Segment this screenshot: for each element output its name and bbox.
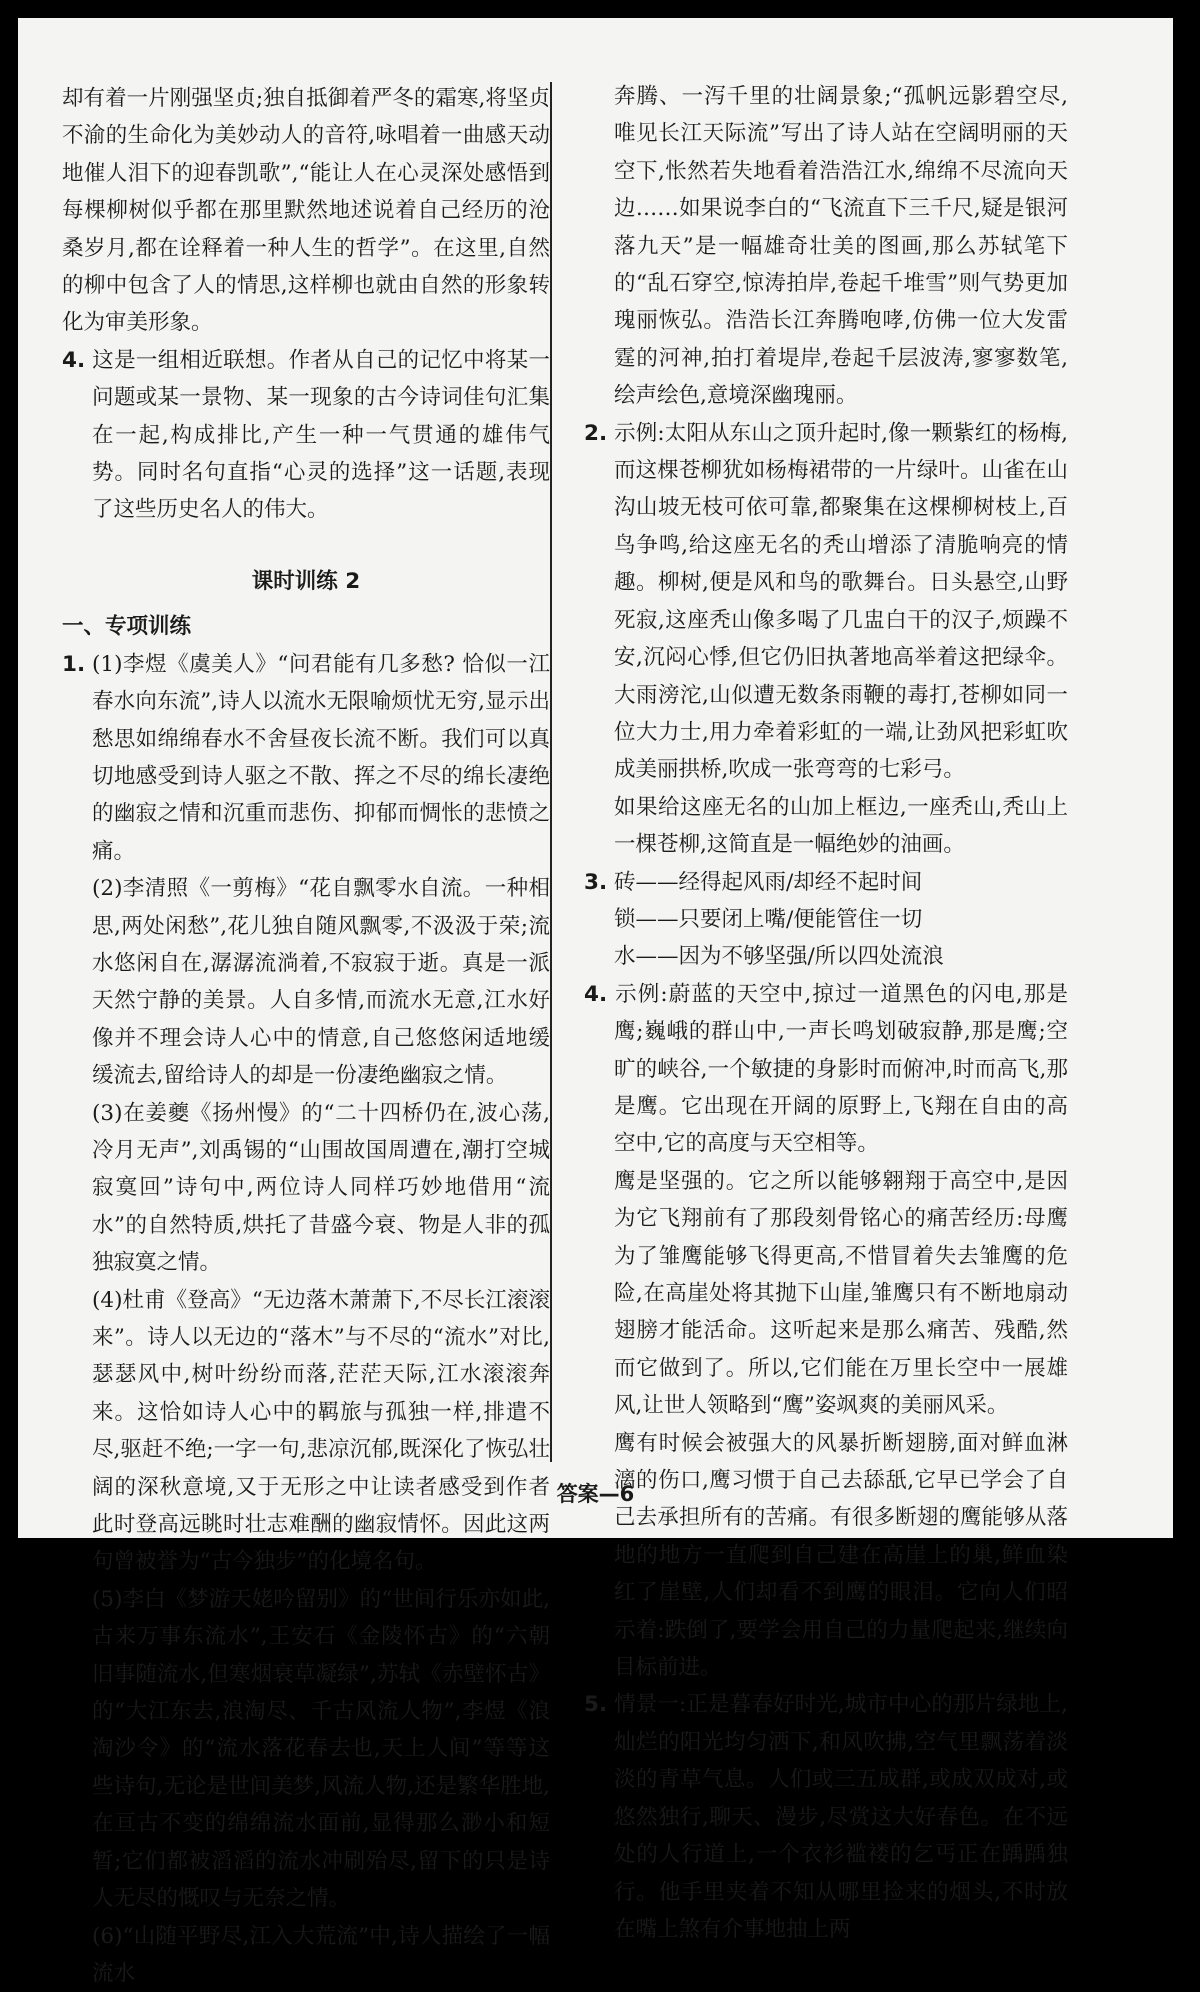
item-text: 这是一组相近联想。作者从自己的记忆中将某一问题或某一景物、某一现象的古今诗词佳句汇集在一起,构成排比,产生一种一气贯通的雄伟气势。同时名句直指“心灵的选择”这一话题,表现了这些历史名人的伟大。 xyxy=(92,348,550,523)
answer-item-3 xyxy=(584,864,1068,901)
item-text: 示例:太阳从东山之顶升起时,像一颗紫红的杨梅,而这棵苍柳犹如杨梅裙带的一片绿叶。山雀在山沟山坡无枝可依可靠,都聚集在这棵柳树枝上,百鸟争鸣,给这座无名的秃山增添了清脆响亮的情趣。柳树,便是风和鸟的歌舞台。日头悬空,山野死寂,这座秃山像多喝了几盅白干的汉子,烦躁不安,沉闷心悸,但它仍旧执著地高举着这把绿伞。大雨滂沱,山似遭无数条雨鞭的毒打,苍柳如同一位大力士,用力牵着彩虹的一端,让劲风把彩虹吹成美丽拱桥,吹成一张弯弯的七彩弓。 xyxy=(614,421,1068,783)
column-divider xyxy=(550,82,552,1462)
answer-page xyxy=(18,18,1173,1538)
section-heading: 一、专项训练 xyxy=(62,608,550,645)
continued-paragraph: 奔腾、一泻千里的壮阔景象;“孤帆远影碧空尽,唯见长江天际流”写出了诗人站在空阔明丽的天空下,怅然若失地看着浩浩江水,绵绵不尽流向天边……如果说李白的“飞流直下三千尺,疑是银河落九天”是一幅雄奇壮美的图画,那么苏轼笔下的“乱石穿空,惊涛拍岸,卷起千堆雪”则气势更加瑰丽恢弘。浩浩长江奔腾咆哮,仿佛一位大发雷霆的河神,拍打着堤岸,卷起千层波涛,寥寥数笔,绘声绘色,意境深幽瑰丽。 xyxy=(584,78,1068,415)
item-4-paragraph-c: 鹰有时候会被强大的风暴折断翅膀,面对鲜血淋漓的伤口,鹰习惯于自己去舔舐,它早已学会了自己去承担所有的苦痛。有很多断翅的鹰能够从落地的地方一直爬到自己建在高崖上的巢,鲜血染红了崖壁,人们却看不到鹰的眼泪。它向人们昭示着:跌倒了,要学会用自己的力量爬起来,继续向目标前进。 xyxy=(584,1425,1068,1687)
item-text: 情景一:正是暮春好时光,城市中心的那片绿地上,灿烂的阳光均匀洒下,和风吹拂,空气里飘荡着淡淡的青草气息。人们或三五成群,或成双成对,或悠然独行,聊天、漫步,尽赏这大好春色。在不远处的人行道上,一个衣衫褴褛的乞丐正在踽踽独行。他手里夹着不知从哪里捡来的烟头,不时放在嘴上煞有介事地抽上两 xyxy=(614,1692,1068,1941)
sub-answer-5: (5)李白《梦游天姥吟留别》的“世间行乐亦如此,古来万事东流水”,王安石《金陵怀古》的“六朝旧事随流水,但寒烟衰草凝绿”,苏轼《赤壁怀古》的“大江东去,浪淘尽、千古风流人物”,李煜《浪淘沙令》的“流水落花春去也,天上人间”等等这些诗句,无论是世间美梦,风流人物,还是繁华胜地,在亘古不变的绵绵流水面前,显得那么渺小和短暂;它们都被滔滔的流水冲刷殆尽,留下的只是诗人无尽的慨叹与无奈之情。 xyxy=(62,1581,550,1918)
item-text: 示例:蔚蓝的天空中,掠过一道黑色的闪电,那是鹰;巍峨的群山中,一声长鸣划破寂静,那是鹰;空旷的峡谷,一个敏捷的身影时而俯冲,时而高飞,那是鹰。它出现在开阔的原野上,飞翔在自由的高空中,它的高度与天空相等。 xyxy=(614,982,1068,1157)
lesson-title: 课时训练 2 xyxy=(62,563,550,600)
item-number: 1. xyxy=(62,646,92,683)
sub-answer-2: (2)李清照《一剪梅》“花自飘零水自流。一种相思,两处闲愁”,花儿独自随风飘零,不汲汲于荣;流水悠闲自在,潺潺流淌着,不寂寂于逝。真是一派天然宁静的美景。人自多情,而流水无意,江水好像并不理会诗人心中的情意,自己悠悠闲适地缓缓流去,留给诗人的却是一份凄绝幽寂之情。 xyxy=(62,870,550,1094)
answer-item-4 xyxy=(62,342,550,529)
right-column xyxy=(584,78,1068,1948)
poem-line-2: 锁——只要闭上嘴/便能管住一切 xyxy=(584,901,1068,938)
answer-item-5 xyxy=(584,1686,1068,1948)
poem-line-3: 水——因为不够坚强/所以四处流浪 xyxy=(584,938,1068,975)
page-number: 答案—6 xyxy=(18,1478,1173,1508)
answer-item-2 xyxy=(584,415,1068,789)
answer-item-4 xyxy=(584,976,1068,1163)
left-column xyxy=(62,80,550,1992)
item-number: 4. xyxy=(62,342,92,379)
sub-answer-4: (4)杜甫《登高》“无边落木萧萧下,不尽长江滚滚来”。诗人以无边的“落木”与不尽的“流水”对比,瑟瑟风中,树叶纷纷而落,茫茫天际,江水滚滚奔来。这恰如诗人心中的羁旅与孤独一样,排遣不尽,驱赶不绝;一字一句,悲凉沉郁,既深化了恢弘壮阔的深秋意境,又于无形之中让读者感受到作者此时登高远眺时壮志难酬的幽寂情怀。因此这两句曾被誉为“古今独步”的化境名句。 xyxy=(62,1282,550,1581)
item-4-paragraph-b: 鹰是坚强的。它之所以能够翱翔于高空中,是因为它飞翔前有了那段刻骨铭心的痛苦经历:母鹰为了雏鹰能够飞得更高,不惜冒着失去雏鹰的危险,在高崖处将其抛下山崖,雏鹰只有不断地扇动翅膀才能活命。这听起来是那么痛苦、残酷,然而它做到了。所以,它们能在万里长空中一展雄风,让世人领略到“鹰”姿飒爽的美丽风采。 xyxy=(584,1163,1068,1425)
item-number: 3. xyxy=(584,864,614,901)
sub-answer-1: (1)李煜《虞美人》“问君能有几多愁? 恰似一江春水向东流”,诗人以流水无限喻烦忧无穷,显示出愁思如绵绵春水不舍昼夜长流不断。我们可以真切地感受到诗人驱之不散、挥之不尽的绵长凄绝的幽寂之情和沉重而悲伤、抑郁而惆怅的悲愤之痛。 xyxy=(92,652,550,864)
item-2-paragraph-b: 如果给这座无名的山加上框边,一座秃山,秃山上一棵苍柳,这简直是一幅绝妙的油画。 xyxy=(584,789,1068,864)
item-number: 4. xyxy=(584,976,614,1013)
poem-line-1: 砖——经得起风雨/却经不起时间 xyxy=(614,870,922,895)
answer-item-1 xyxy=(62,646,550,870)
continued-paragraph: 却有着一片刚强坚贞;独自抵御着严冬的霜寒,将坚贞不渝的生命化为美妙动人的音符,咏唱着一曲感天动地催人泪下的迎春凯歌”,“能让人在心灵深处感悟到每棵柳树似乎都在那里默然地述说着自己经历的沧桑岁月,都在诠释着一种人生的哲学”。在这里,自然的柳中包含了人的情思,这样柳也就由自然的形象转化为审美形象。 xyxy=(62,80,550,342)
sub-answer-6: (6)“山随平野尽,江入大荒流”中,诗人描绘了一幅流水 xyxy=(62,1918,550,1992)
item-number: 5. xyxy=(584,1686,614,1723)
item-number: 2. xyxy=(584,415,614,452)
sub-answer-3: (3)在姜夔《扬州慢》的“二十四桥仍在,波心荡,冷月无声”,刘禹锡的“山围故国周遭在,潮打空城寂寞回”诗句中,两位诗人同样巧妙地借用“流水”的自然特质,烘托了昔盛今衰、物是人非的孤独寂寞之情。 xyxy=(62,1095,550,1282)
